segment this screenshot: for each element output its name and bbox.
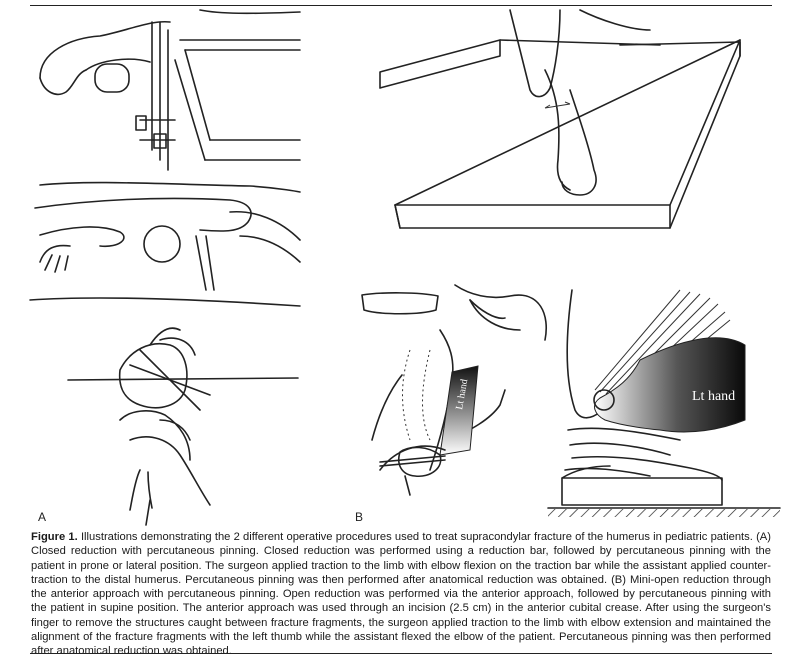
figure-caption bbox=[31, 530, 771, 659]
panel-b-scene-1 bbox=[380, 10, 740, 228]
caption-text: Illustrations demonstrating the 2 different operative procedures used to treat supracondylar fracture of the humerus in pediatric patients. (A) Closed reduction with percutaneous pinning. Closed reduction was performed using a reduction bar, followed by percutaneous pinning with the patient in prone or lateral position. The surgeon applied traction to the limb with elbow flexion on the traction bar while the assistant applied counter-traction to the distal humerus. Percutaneous pinning was then performed after anatomical reduction was obtained. (B) Mini-open reduction through the anterior approach with percutaneous pinning. Open reduction was performed via the anterior approach, followed by percutaneous pinning with the patient in supine position. The anterior approach was used through an incision (2.5 cm) in the anterior cubital crease. After using the surgeon's finger to remove the structures caught between fracture fragments, the surgeon applied traction to the limb with elbow extension and maintained the alignment of the fracture fragments with the left thumb while the assistant flexed the elbow of the patient. Percutaneous pinning was then performed after anatomical reduction was obtained. bbox=[31, 531, 771, 658]
panel-a-scene-3 bbox=[68, 328, 298, 525]
lt-hand-vertical-label: Lt hand bbox=[454, 378, 471, 411]
panel-b-scene-2 bbox=[362, 285, 546, 495]
panel-a-scene-1 bbox=[40, 10, 300, 170]
bottom-rule bbox=[30, 653, 772, 654]
panel-b-scene-3 bbox=[548, 290, 780, 517]
panel-a-scene-2 bbox=[30, 183, 300, 306]
panel-a-label: A bbox=[38, 510, 47, 524]
lt-hand-label: Lt hand bbox=[692, 389, 736, 404]
caption-lead: Figure 1. bbox=[31, 531, 78, 543]
panel-b-label: B bbox=[355, 510, 364, 524]
